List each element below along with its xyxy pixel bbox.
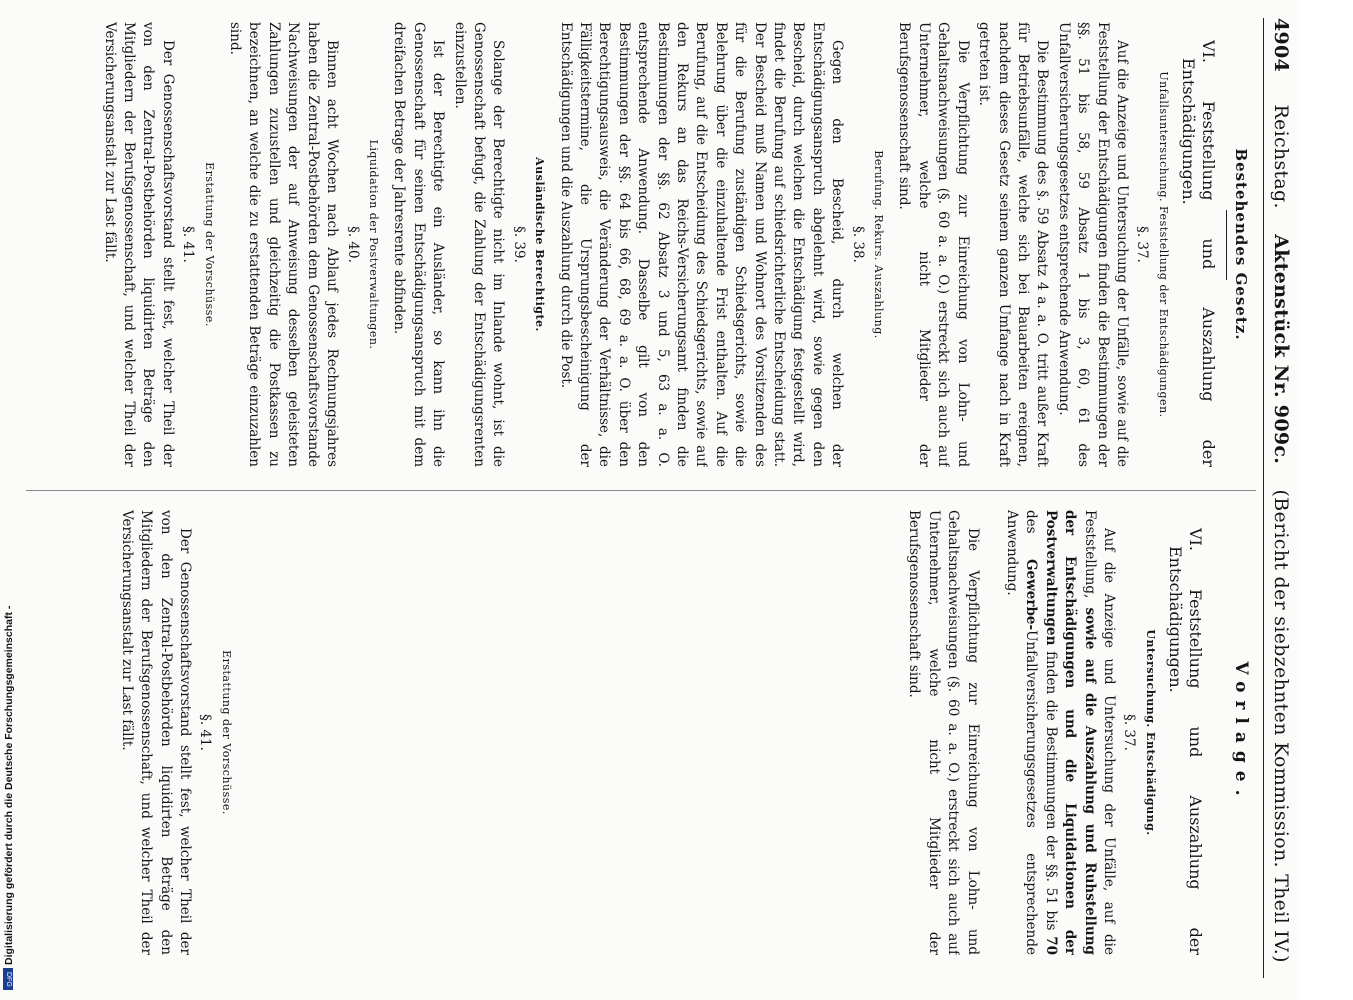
publication-name: Reichstag. (1270, 104, 1292, 209)
right-text-37b: Die Verpflichtung zur Einreichung von Lohn- und Gehaltsnachweisungen (§. 60 a. a. O.) erstreckt sich auch auf Unternehmer, welche nicht Mitglieder der Berufsgenossenschaft sind. (906, 510, 981, 955)
left-heading: Bestehendes Gesetz. (1232, 148, 1250, 341)
right-subheading-1: Untersuchung. Entschädigung. (1143, 629, 1157, 836)
right-section-title: VI. Feststellung und Auszahlung der Entschädigungen. (1166, 528, 1205, 955)
right-text-37-bold-1: sowie auf die Auszahlung und Ruhstellung der Entschädigungen und die Liquidationen der Postverwaltungen (1042, 510, 1098, 955)
header-rule (1263, 18, 1264, 978)
left-text-41: Der Genossenschaftsvorstand stellt fest, welcher Theil der von den Zentral-Postbehörden liquidirten Beträge den Mitgliedern der Berufsgenossenschaft, und welcher Theil der Versicherungsanstalt zur Last fällt. (101, 22, 176, 467)
column-divider (26, 490, 1256, 491)
right-paragraph-41: §. 41. (197, 714, 214, 751)
left-text-39b: Ist der Berechtigte ein Ausländer, so kann ihn die Genossenschaft für seinen Entschädigungsanspruch mit dem dreifachen Betrage der Jahresrente abfinden. (391, 22, 447, 467)
right-column-proposal (26, 510, 1256, 955)
left-text-37b: Die Bestimmung des §. 59 Absatz 4 a. a. O. tritt außer Kraft für Betriebsunfälle, welche sich bei Bauarbeiten ereignen, nachdem dieses Gesetz seinem ganzen Umfange nach in Kraft getreten ist. (976, 22, 1051, 467)
left-text-38: Gegen den Bescheid, durch welchen der Entschädigungsanspruch abgelehnt wird, sowie gegen den Bescheid, durch welchen die Entschädigung festgestellt wird, findet die Berufung auf schiedsrichterliche Entscheidung statt. Der Bescheid muß Namen und Wohnort des Vorsitzenden des für die Berufung zuständigen Schiedsgerichts, sowie die Belehrung über die einzuhaltende Frist enthalten. Auf die Berufung, auf die Entscheidung des Schiedsgerichts, sowie auf den Rekurs an das Reichs-Versicherungsamt finden die Bestimmungen der §§. 62 Absatz 3 und 5, 63 a. a. O. entsprechende Anwendung. Dasselbe gilt von den Bestimmungen der §§. 64 bis 66, 68, 69 a. a. O. über den Berechtigungsausweis, die Veränderung der Verhältnisse, die Fälligkeitstermine, die Ursprungsbescheinigung der Entschädigungen und die Auszahlung durch die Post. (557, 22, 846, 467)
report-title: (Bericht der siebzehnten Kommission. Theil IV.) (1270, 489, 1292, 963)
left-subheading-5: Erstattung der Vorschüsse. (202, 162, 216, 327)
right-text-37 (1002, 510, 1118, 955)
para-spacer (982, 510, 1000, 955)
left-section-title: VI. Feststellung und Auszahlung der Entschädigungen. (1179, 40, 1218, 467)
left-paragraph-40: §. 40. (344, 226, 361, 263)
left-text-37c: Die Verpflichtung zur Einreichung von Lohn- und Gehaltsnachweisungen (§. 60 a. a. O.) erstreckt sich auch auf Unternehmer, welche nicht Mitglieder der Berufsgenossenschaft sind. (896, 22, 971, 467)
digitization-credit: Digitalisierung gefördert durch die Deutsche Forschungsgemeinschaft - (3, 605, 15, 965)
left-paragraph-37: §. 37. (1134, 226, 1151, 263)
left-text-40: Binnen acht Wochen nach Ablauf jedes Rechnungsjahres haben die Zentral-Postbehörden dem Genossenschaftsvorstande Nachweisungen der auf Anweisung desselben geleisteten Zahlungen zuzustellen und gleichzeitig die Postkassen zu bezeichnen, an welche die zu erstattenden Beträge einzuzahlen sind. (227, 22, 341, 467)
document-number: Aktenstück Nr. 909c. (1270, 234, 1292, 465)
right-text-37-part-c: des (1023, 510, 1040, 560)
page-number: 4904 (1270, 18, 1292, 73)
left-subheading-4: Liquidation der Postverwaltungen. (366, 139, 380, 350)
left-text-39: Solange der Berechtigte nicht im Inlande wohnt, ist die Genossenschaft befugt, die Zahlung der Entschädigungsrenten einzustellen. (451, 22, 507, 467)
left-paragraph-38: §. 38. (849, 226, 866, 263)
page-header (1266, 18, 1292, 978)
left-paragraph-41: §. 41. (180, 226, 197, 263)
right-paragraph-37: §. 37. (1121, 714, 1138, 751)
dfg-logo: DFG (3, 968, 13, 990)
heading-spacer (1209, 510, 1227, 955)
left-subheading-3: Ausländische Berechtigte. (533, 157, 547, 332)
right-text-37-part-b: finden die Bestimmungen der §§. 51 bis (1042, 645, 1059, 937)
left-column-existing-law (26, 22, 1256, 467)
heading-rule (1226, 210, 1227, 280)
right-text-41: Der Genossenschaftsvorstand stellt fest, welcher Theil der von den Zentral-Postbehörden liquidirten Beträge den Mitgliedern der Berufsgenossenschaft, und welcher Theil der Versicherungsanstalt zur Last fällt. (118, 510, 194, 955)
right-text-37-part-d: Unfallversicherungsgesetzes entsprechende Anwendung. (1003, 510, 1040, 955)
right-text-37-bold-2: 70 (1042, 936, 1059, 955)
left-paragraph-39: §. 39. (510, 226, 527, 263)
empty-gap (242, 510, 902, 955)
right-subheading-5: Erstattung der Vorschüsse. (219, 650, 233, 815)
right-text-37-part-a: Auf die Anzeige und Untersuchung der Unfälle, auf die Feststellung, (1081, 510, 1117, 955)
right-text-37-bold-3: Gewerbe- (1023, 559, 1040, 631)
left-subheading-1: Unfallsuntersuchung. Feststellung der Entschädigungen. (1156, 71, 1170, 418)
right-heading: Vorlage. (1231, 661, 1251, 804)
left-subheading-2: Berufung. Rekurs. Auszahlung. (872, 150, 886, 339)
left-text-37: Auf die Anzeige und Untersuchung der Unfälle, sowie auf die Feststellung der Entschädigungen finden die Bestimmungen der §§. 51 bis 58, 59 Absatz 1 bis 3, 60, 61 des Unfallversicherungsgesetzes entsprechende Anwendung. (1055, 22, 1130, 467)
